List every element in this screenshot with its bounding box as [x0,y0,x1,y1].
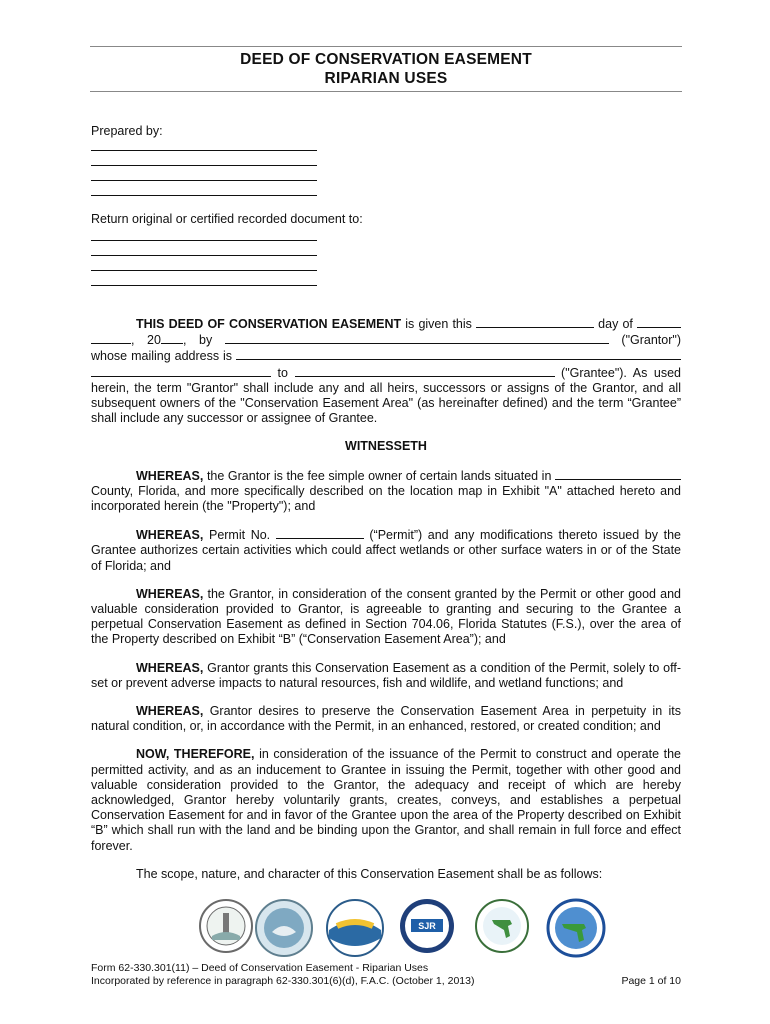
footer-form-line: Form 62-330.301(11) – Deed of Conservation Easement - Riparian Uses [91,962,429,974]
page-number: Page 1 of 10 [621,975,681,987]
whereas-paragraph-1 [91,468,681,515]
return-to-line [91,285,317,286]
whereas-keyword: WHEREAS, [136,586,204,601]
intro-paragraph [91,316,681,426]
whereas-keyword: WHEREAS, [136,468,204,483]
scope-paragraph: The scope, nature, and character of this Conservation Easement shall be as follows: [136,866,603,881]
prepared-by-line [91,195,317,196]
whereas-paragraph-2 [91,527,681,574]
whereas-keyword: WHEREAS, [136,528,204,543]
return-to-line [91,255,317,256]
document-title: DEED OF CONSERVATION EASEMENT [240,51,532,68]
return-to-line [91,270,317,271]
date-year-blank[interactable] [161,332,183,344]
intro-text: , by [182,333,225,348]
whereas-paragraph-3 [91,587,681,648]
document-body [91,316,681,882]
now-therefore-text: in consideration of the issuance of the Permit to construct and operate the permitted activity, and as an inducement to Grantee in issuing the Permit, together with other good and valuable consideration provided to the Grantor, the adequacy and receipt of which are hereby acknowledged, Grantor hereby voluntarily grants, creates, conveys, and establishes a perpetual Conservation Easement for and in favor of the Grantee upon the area of the Property described on Exhibit “B” which shall run with the land and be binding upon the Grantor, and shall remain in full force and effect forever. [91,747,681,853]
intro-text: day of [594,317,637,331]
now-therefore-paragraph [91,747,681,853]
intro-text: ("Grantor") whose mailing address is [91,333,681,364]
intro-text: to [271,365,295,380]
county-blank[interactable] [555,468,681,480]
whereas-text: Grantor desires to preserve the Conservation Easement Area in perpetuity in its natural condition, or, in accordance with the Permit, in an enhanced, restored, or created condition; and [91,704,681,734]
agency-seal-icon [399,898,455,954]
agency-seal-icon [198,898,254,954]
footer-reference-line: Incorporated by reference in paragraph 62-330.301(6)(d), F.A.C. (October 1, 2013) [91,975,475,987]
witnesseth-heading: WITNESSETH [345,439,427,454]
whereas-keyword: WHEREAS, [136,704,204,719]
intro-text: is given this [401,317,477,331]
prepared-by-line [91,150,317,151]
return-to-label: Return original or certified recorded document to: [91,212,363,226]
whereas-text: County, Florida, and more specifically described on the location map in Exhibit "A" attached hereto and incorporated herein (the "Property"); and [91,483,681,514]
intro-text: ("Grantee"). As used herein, the term "Grantor" shall include any and all heirs, successors or assigns of the Grantor, and all subsequent owners of the "Conservation Easement Area" (as hereinafter defined) and the term “Grantee” shall include any successor or assignee of Grantee. [91,365,681,426]
svg-text:SJR: SJR [418,921,436,931]
return-to-line [91,240,317,241]
whereas-text: (“Permit”) and any modifications thereto issued by the Grantee authorizes certain activities which could affect wetlands or other surface waters in or of the State of Florida; and [91,528,681,573]
whereas-text: the Grantor is the fee simple owner of certain lands situated in [203,468,555,483]
now-therefore-keyword: NOW, THEREFORE, [136,747,255,762]
date-month-blank-cont[interactable] [91,332,131,344]
prepared-by-line [91,180,317,181]
page-footer [91,962,681,988]
title-rule [90,91,682,92]
agency-seals-row [0,898,770,958]
agency-seal-icon [254,898,310,954]
mailing-address-blank[interactable] [236,348,681,360]
whereas-paragraph-4 [91,661,681,691]
agency-seal-icon [325,898,381,954]
intro-text: , 20 [131,333,161,348]
grantor-name-blank[interactable] [225,332,609,344]
whereas-keyword: WHEREAS, [136,660,204,675]
whereas-text: Grantor grants this Conservation Easement as a condition of the Permit, solely to off-set or prevent adverse impacts to natural resources, fish and wildlife, and wetland functions; and [91,660,681,690]
date-month-blank[interactable] [637,316,681,328]
top-rule [90,46,682,47]
date-day-blank[interactable] [476,316,594,328]
agency-seal-icon [546,898,602,954]
mailing-address-blank-cont[interactable] [91,365,271,377]
document-subtitle: RIPARIAN USES [324,70,448,87]
agency-seal-icon [474,898,530,954]
prepared-by-label: Prepared by: [91,124,163,138]
whereas-text: Permit No. [203,528,276,543]
intro-heading: THIS DEED OF CONSERVATION EASEMENT [136,317,402,331]
prepared-by-line [91,165,317,166]
whereas-text: the Grantor, in consideration of the consent granted by the Permit or other good and valuable consideration provided to Grantor, is agreeable to granting and securing to the Grantee a perpetual Conservation Easement as defined in Section 704.06, Florida Statutes (F.S.), over the area of the Property described on Exhibit “B” (“Conservation Easement Area”); and [91,586,681,647]
whereas-paragraph-5 [91,704,681,734]
grantee-name-blank[interactable] [295,365,555,377]
permit-number-blank[interactable] [276,527,364,539]
